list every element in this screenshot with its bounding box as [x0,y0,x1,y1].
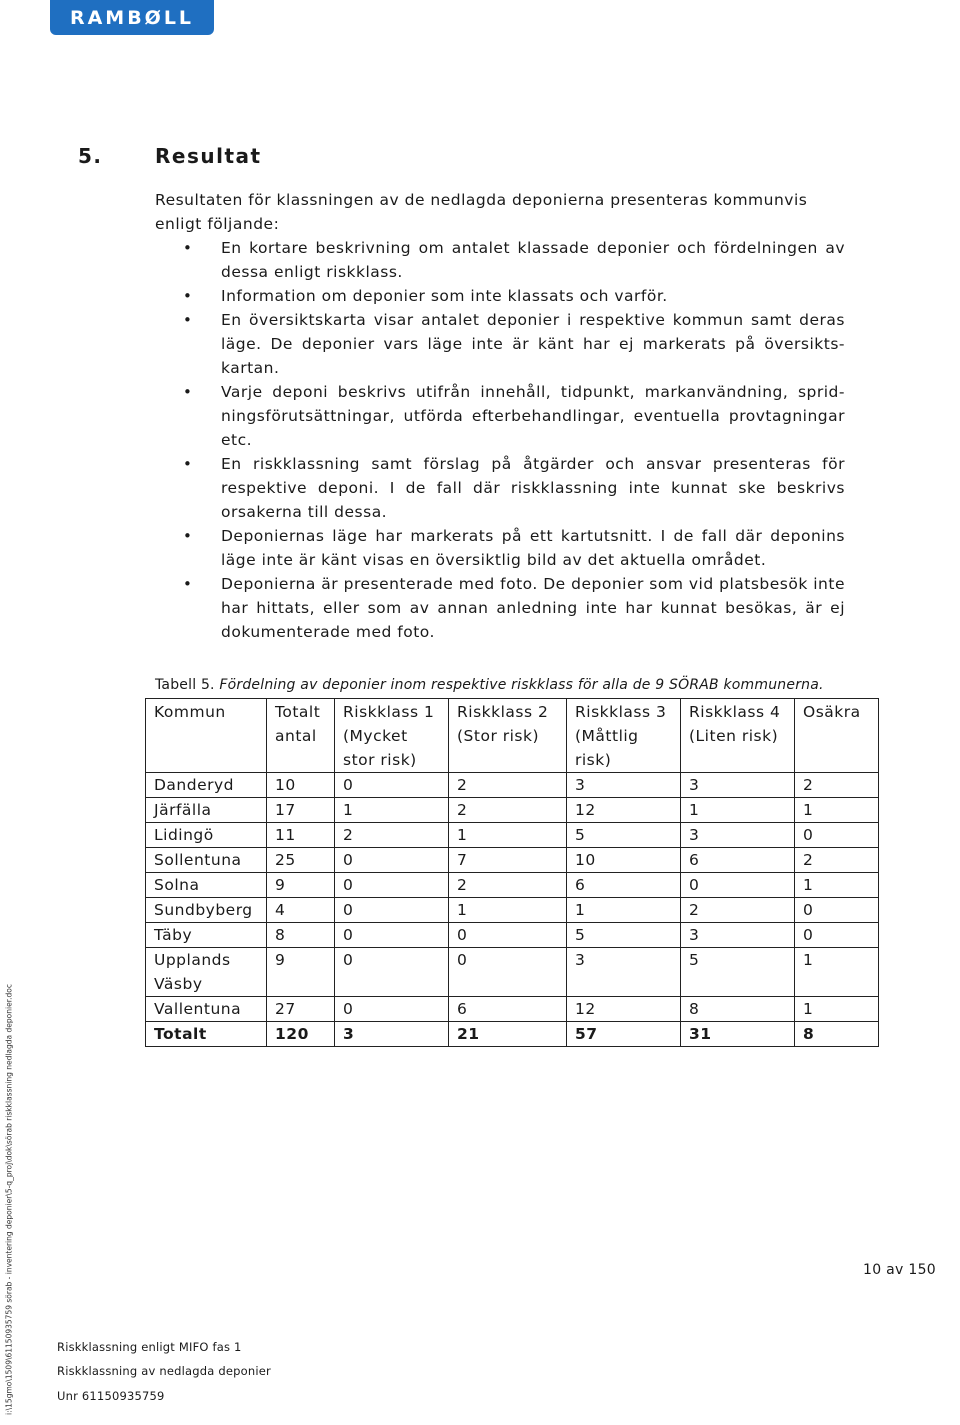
column-header [267,699,335,773]
logo-text: RAMBØLL [69,6,195,29]
count-cell: 27 [267,997,335,1022]
table-row [146,923,879,948]
municipality-cell: Vallentuna [146,997,267,1022]
column-header-line: Riskklass 2 [457,703,549,721]
count-cell: 2 [449,798,567,823]
municipality-cell: Sundbyberg [146,898,267,923]
count-cell: 4 [267,898,335,923]
total-count-cell: 31 [681,1022,795,1047]
column-header [146,699,267,773]
table-total-row [146,1022,879,1047]
list-item: • Deponiernas läge har markerats på ett kartutsnitt. I de fall där deponins läge inte är känt visas en översiktlig bild av det aktuella området. [155,524,845,572]
table-row [146,873,879,898]
count-cell: 11 [267,823,335,848]
count-cell: 0 [795,898,879,923]
risk-class-table [145,698,879,1047]
table-row [146,948,879,997]
count-cell: 1 [567,898,681,923]
count-cell: 6 [681,848,795,873]
table-row [146,798,879,823]
table-row [146,848,879,873]
count-cell: 1 [449,898,567,923]
count-cell: 2 [449,773,567,798]
caption-text: Fördelning av deponier inom respektive riskklass för alla de 9 SÖRAB kommunerna. [219,677,824,693]
list-item: • En kortare beskrivning om antalet klassade deponier och fördelningen av dessa enligt riskklass. [155,236,845,284]
total-label-cell: Totalt [146,1022,267,1047]
page-number: 10 av 150 [863,1262,937,1278]
count-cell: 0 [335,773,449,798]
table-header-row [146,699,879,773]
count-cell: 0 [335,997,449,1022]
column-header [681,699,795,773]
count-cell: 1 [795,798,879,823]
list-item: • En översiktskarta visar antalet deponier i respektive kommun samt deras läge. De deponier vars läge inte är känt har ej markerats på översikts-kartan. [155,308,845,380]
count-cell: 10 [567,848,681,873]
list-item: • Information om deponier som inte klassats och varför. [155,284,845,308]
section-title: Resultat [155,144,262,168]
table-row [146,823,879,848]
count-cell: 6 [449,997,567,1022]
column-header-line: Riskklass 3 [575,703,667,721]
count-cell: 0 [449,923,567,948]
count-cell: 8 [681,997,795,1022]
count-cell: 25 [267,848,335,873]
rambool-logo [50,0,214,35]
count-cell: 1 [681,798,795,823]
count-cell: 0 [795,923,879,948]
total-count-cell: 3 [335,1022,449,1047]
footer-line-3: Unr 61150935759 [57,1389,165,1403]
municipality-cell: Upplands Väsby [146,948,267,997]
municipality-cell: Solna [146,873,267,898]
total-count-cell: 8 [795,1022,879,1047]
count-cell: 7 [449,848,567,873]
count-cell: 3 [567,773,681,798]
count-cell: 10 [267,773,335,798]
count-cell: 1 [795,997,879,1022]
count-cell: 0 [335,948,449,997]
column-header-line: Osäkra [803,703,861,721]
count-cell: 8 [267,923,335,948]
table-row [146,773,879,798]
column-header-line: risk) [575,751,612,769]
count-cell: 0 [335,873,449,898]
column-header-line: (Mycket [343,727,408,745]
section-number: 5. [78,144,103,168]
column-header-line: Riskklass 4 [689,703,781,721]
intro-paragraph: Resultaten för klassningen av de nedlagda deponierna presenteras kommunvis enligt följande: [155,191,808,233]
footer-line-2: Riskklassning av nedlagda deponier [57,1364,271,1378]
total-count-cell: 120 [267,1022,335,1047]
column-header-line: Riskklass 1 [343,703,435,721]
count-cell: 0 [795,823,879,848]
footer-line-1: Riskklassning enligt MIFO fas 1 [57,1340,242,1354]
count-cell: 2 [335,823,449,848]
count-cell: 12 [567,997,681,1022]
list-item: • En riskklassning samt förslag på åtgärder och ansvar presenteras för respektive deponi. I de fall där riskklassning inte kunnat ske beskrivs orsakerna till dessa. [155,452,845,524]
count-cell: 1 [795,873,879,898]
column-header [449,699,567,773]
municipality-cell: Lidingö [146,823,267,848]
municipality-cell: Danderyd [146,773,267,798]
count-cell: 5 [567,923,681,948]
count-cell: 5 [681,948,795,997]
column-header [795,699,879,773]
column-header-line: Totalt [275,703,321,721]
count-cell: 0 [335,848,449,873]
count-cell: 17 [267,798,335,823]
column-header-line: (Måttlig [575,727,639,745]
count-cell: 3 [681,823,795,848]
column-header [567,699,681,773]
count-cell: 2 [449,873,567,898]
column-header-line: (Liten risk) [689,727,779,745]
column-header-line: Kommun [154,703,226,721]
count-cell: 0 [681,873,795,898]
table-row [146,898,879,923]
list-item: • Deponierna är presenterade med foto. De deponier som vid platsbesök inte har hittats, eller som av annan anledning inte har kunnat besökas, är ej dokumenterade med foto. [155,572,845,644]
count-cell: 3 [681,773,795,798]
municipality-cell: Järfälla [146,798,267,823]
column-header-line: (Stor risk) [457,727,540,745]
municipality-cell: Täby [146,923,267,948]
count-cell: 2 [681,898,795,923]
count-cell: 9 [267,948,335,997]
total-count-cell: 21 [449,1022,567,1047]
count-cell: 0 [449,948,567,997]
count-cell: 0 [335,923,449,948]
count-cell: 2 [795,848,879,873]
count-cell: 3 [567,948,681,997]
section-heading [78,144,262,168]
count-cell: 3 [681,923,795,948]
caption-label: Tabell 5. [155,677,215,693]
count-cell: 6 [567,873,681,898]
count-cell: 1 [335,798,449,823]
municipality-cell: Sollentuna [146,848,267,873]
count-cell: 5 [567,823,681,848]
count-cell: 1 [795,948,879,997]
table-caption [155,677,824,693]
count-cell: 2 [795,773,879,798]
count-cell: 1 [449,823,567,848]
table-row [146,997,879,1022]
total-count-cell: 57 [567,1022,681,1047]
document-file-path: i:\15gmo\1509\61150935759 sörab - inventering deponier\5-q_proj\dok\sörab riskklassning nedlagda deponier.doc [4,984,14,1415]
bullet-list [155,236,845,644]
count-cell: 9 [267,873,335,898]
count-cell: 12 [567,798,681,823]
column-header-line: antal [275,727,317,745]
count-cell: 0 [335,898,449,923]
list-item: • Varje deponi beskrivs utifrån innehåll, tidpunkt, markanvändning, sprid-ningsförutsättningar, utförda efterbehandlingar, eventuella provtagningar etc. [155,380,845,452]
column-header [335,699,449,773]
column-header-line: stor risk) [343,751,417,769]
